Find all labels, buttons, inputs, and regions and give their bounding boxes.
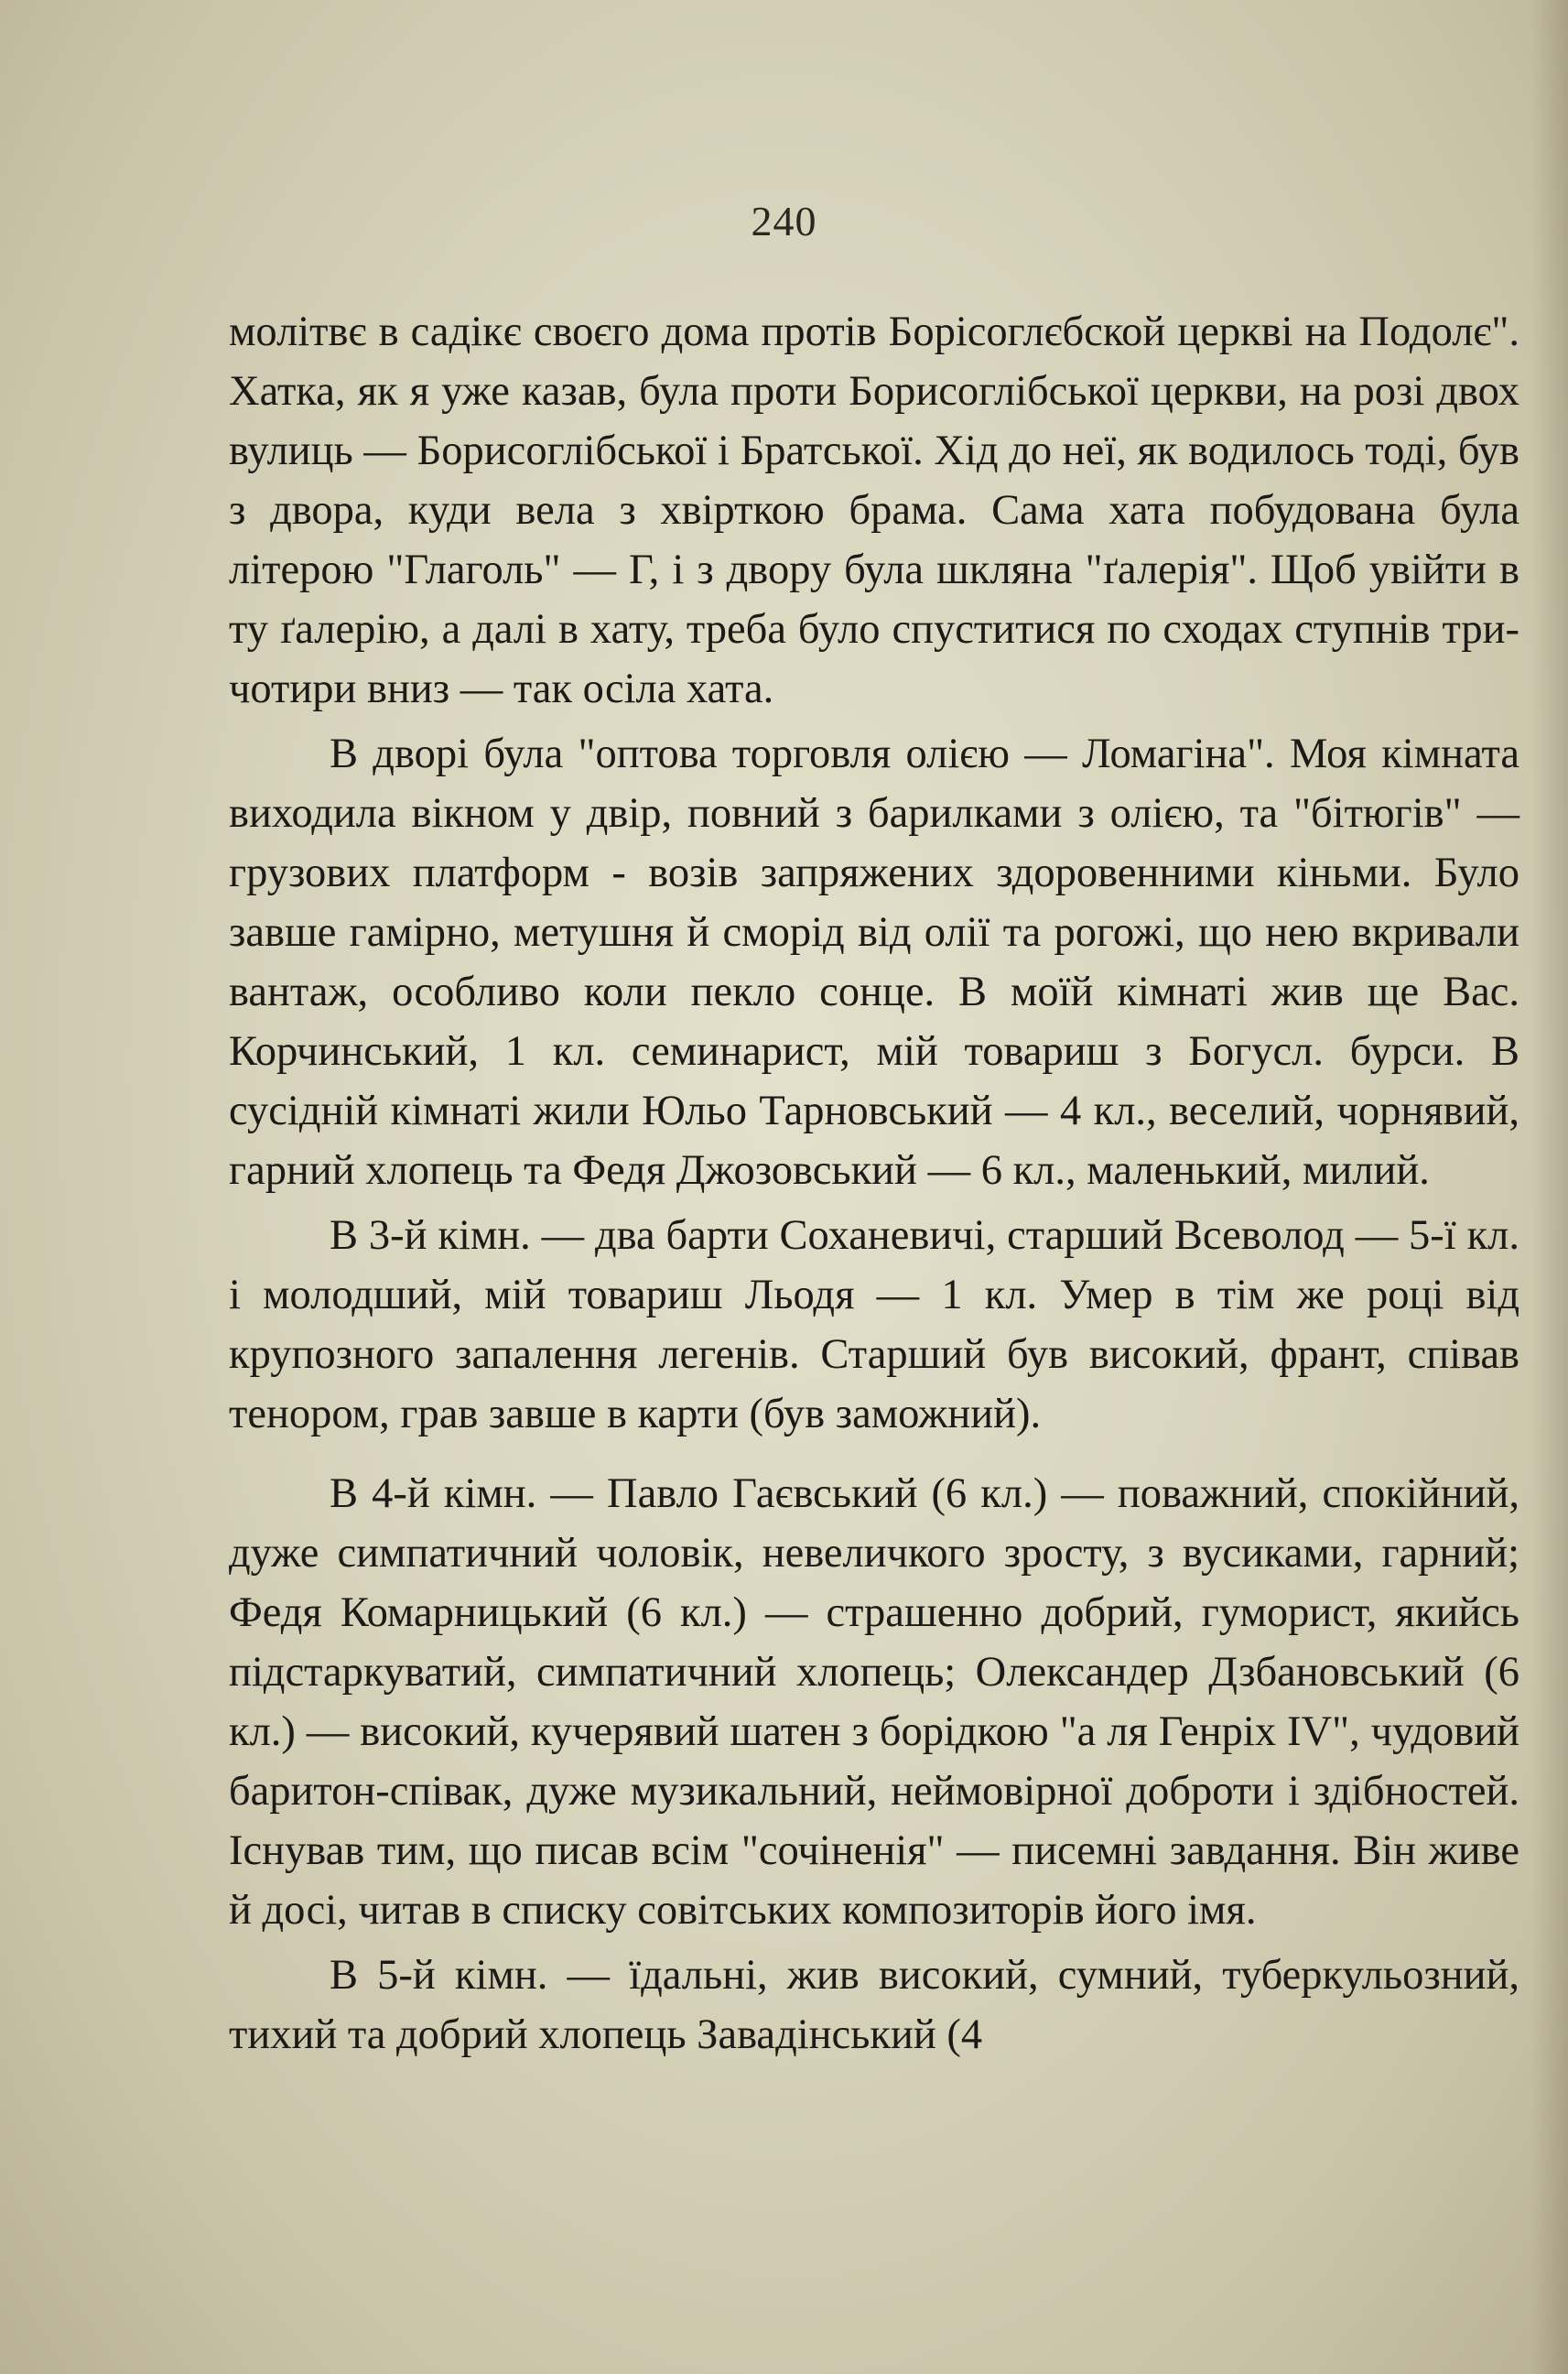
paragraph-1: молітвє в садікє своєго дома протів Борісоглєбской церкві на Подолє". Хатка, як я уже казав, була проти Борисоглібської церкви, на розі двох вулиць — Борисоглібської і Братської. Хід до неї, як водилось тоді, був з двора, куди вела з хвірткою брама. Сама хата побудована була літерою "Глаголь" — Г, і з двору була шкляна "ґалерія". Щоб увійти в ту ґалерію, а далі в хату, треба було спуститися по сходах ступнів три-чотири вниз — так осіла хата.	[229, 309, 1519, 712]
paragraph-3: В 3-й кімн. — два барти Соханевичі, старший Всеволод — 5-ї кл. і молодший, мій товариш Льодя — 1 кл. Умер в тім же році від крупозного запалення легенів. Старший був високий, франт, співав тенором, грав завше в карти (був заможний).	[229, 1212, 1519, 1437]
body-text	[229, 302, 1519, 2065]
page-number: 240	[751, 198, 817, 244]
paragraph-4: В 4-й кімн. — Павло Гаєвський (6 кл.) — поважний, спокійний, дуже симпатичний чоловік, невеличкого зросту, з вусиками, гарний; Федя Комарницький (6 кл.) — страшенно добрий, гуморист, якийсь підстаркуватий, симпатичний хлопець; Олександер Дзбановський (6 кл.) — високий, кучерявий шатен з борідкою "а ля Генріх IV", чудовий баритон-співак, дуже музикальний, неймовірної доброти і здібностей. Існував тим, що писав всім "сочіненія" — писемні завдання. Він живе й досі, читав в списку совітських композиторів його імя.	[229, 1470, 1519, 1934]
paragraph-5: В 5-й кімн. — їдальні, жив високий, сумний, туберкульозний, тихий та добрий хлопець Завадінський (4	[229, 1952, 1519, 2058]
paragraph-2: В дворі була "оптова торговля олією — Ломагіна". Моя кімната виходила вікном у двір, повний з барилками з олією, та "бітюгів" — грузових платформ - возів запряжених здоровенними кіньми. Було завше гамірно, метушня й сморід від олії та рогожі, що нею вкривали вантаж, особливо коли пекло сонце. В моїй кімнаті жив ще Вас. Корчинський, 1 кл. семинарист, мій товариш з Богусл. бурси. В сусідній кімнаті жили Юльо Тарновський — 4 кл., веселий, чорнявий, гарний хлопець та Федя Джозовський — 6 кл., маленький, милий.	[229, 731, 1519, 1194]
page-edge-shadow	[1531, 0, 1568, 2374]
